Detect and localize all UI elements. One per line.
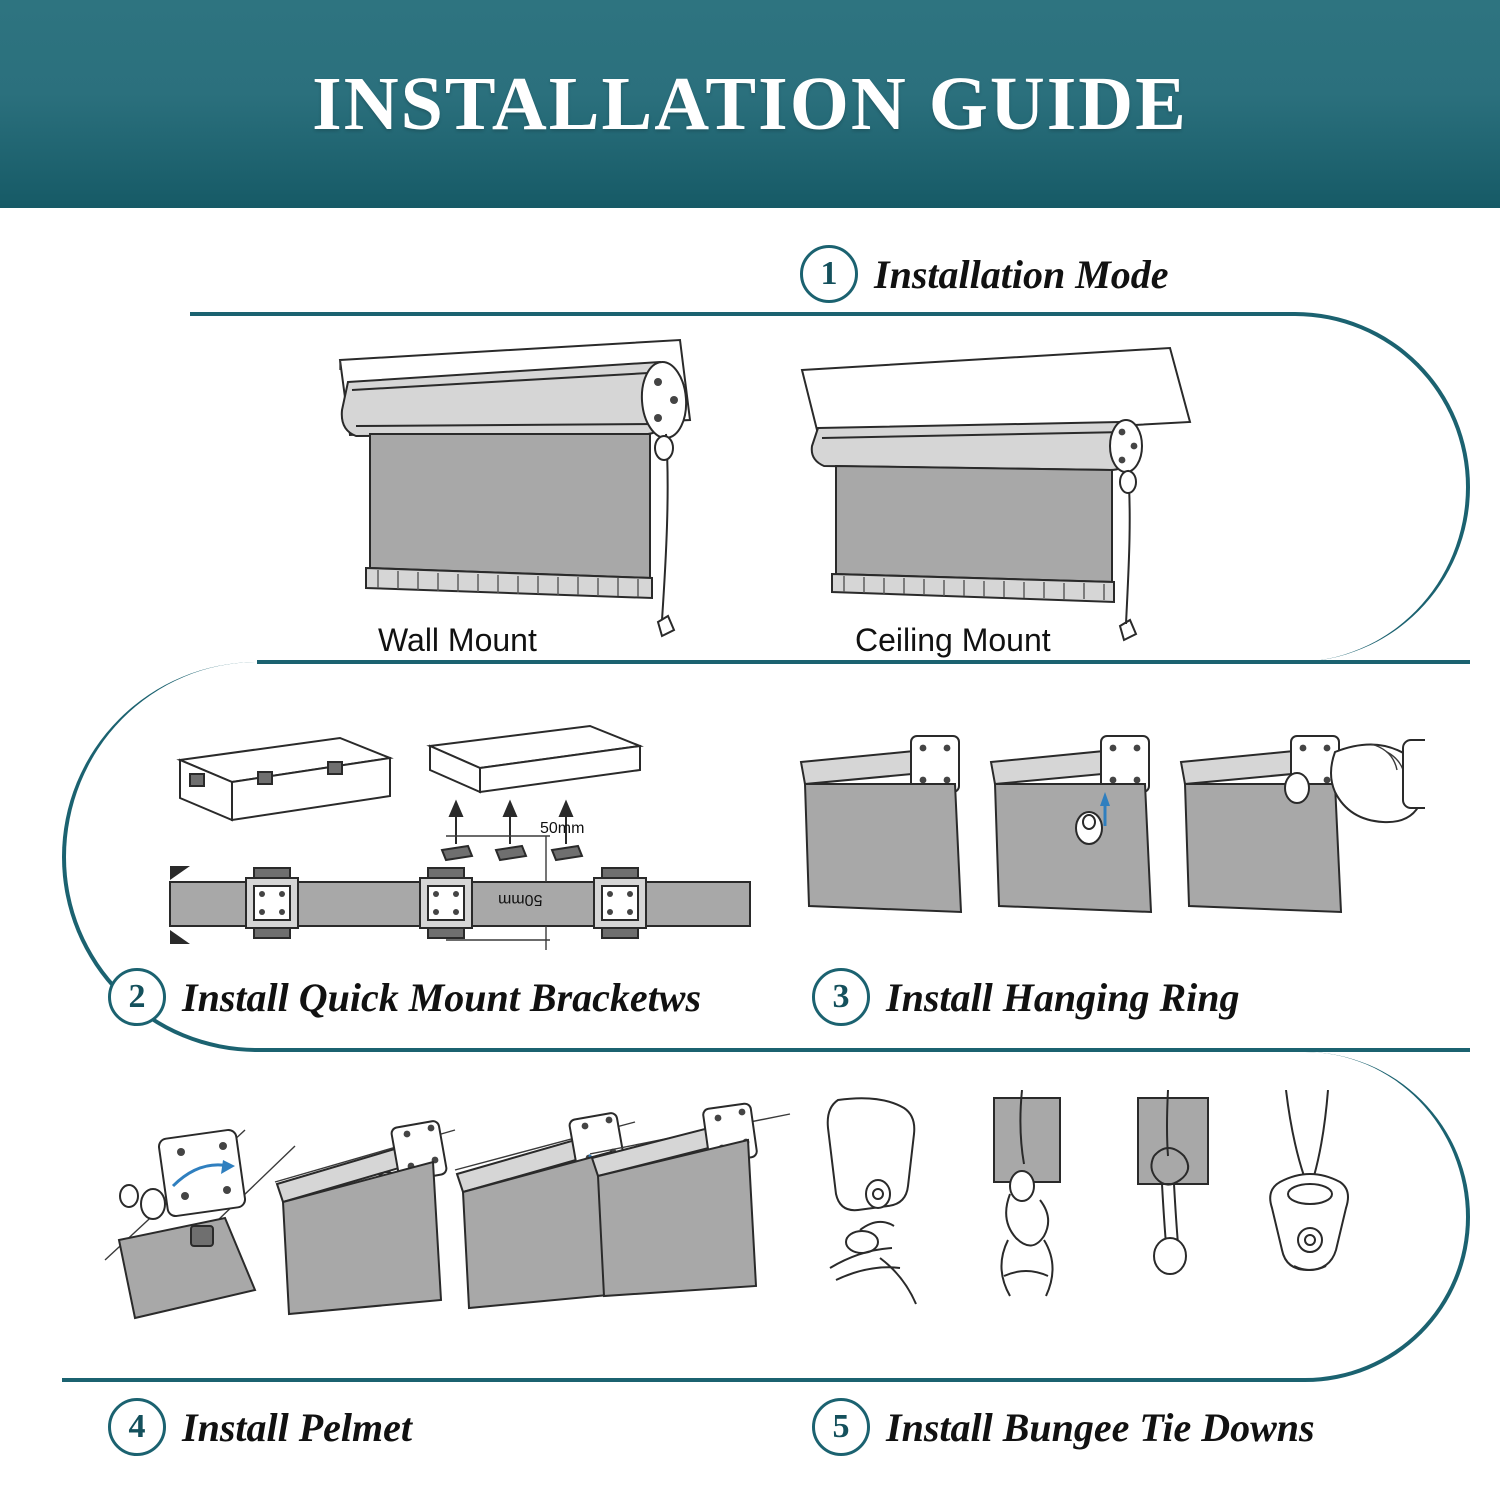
step-3-text: Install Hanging Ring xyxy=(886,974,1240,1020)
step-5-number: 5 xyxy=(812,1398,870,1456)
measurement-top: 50mm xyxy=(540,820,585,837)
caption-ceiling-mount: Ceiling Mount xyxy=(855,622,1051,658)
step-4-5-frame-bottom-line xyxy=(62,1378,392,1382)
step-4-number: 4 xyxy=(108,1398,166,1456)
step-5-label xyxy=(812,1398,1315,1456)
step-2-text: Install Quick Mount Bracketws xyxy=(182,974,702,1020)
header-banner xyxy=(0,0,1500,208)
ceiling-mount-illustration xyxy=(790,330,1490,660)
bungee-tie-down-illustration xyxy=(820,1090,1420,1340)
quick-mount-bracket-illustration xyxy=(150,700,790,970)
step-1-text: Installation Mode xyxy=(874,251,1169,297)
caption-wall-mount: Wall Mount xyxy=(378,622,537,658)
step-4-text: Install Pelmet xyxy=(182,1404,412,1450)
step-5-text: Install Bungee Tie Downs xyxy=(886,1404,1315,1450)
step-2-number: 2 xyxy=(108,968,166,1026)
hanging-ring-illustration xyxy=(795,722,1425,952)
step-2-3-frame-top xyxy=(257,660,1470,664)
step-4-label xyxy=(108,1398,412,1456)
pelmet-detail-illustration xyxy=(590,1090,820,1340)
step-1-number: 1 xyxy=(800,245,858,303)
step-2-label xyxy=(108,968,701,1026)
step-1-label xyxy=(800,245,1169,303)
step-3-number: 3 xyxy=(812,968,870,1026)
measurement-bottom: 50mm xyxy=(498,891,543,908)
step-3-label xyxy=(812,968,1239,1026)
page-title: INSTALLATION GUIDE xyxy=(312,61,1188,146)
